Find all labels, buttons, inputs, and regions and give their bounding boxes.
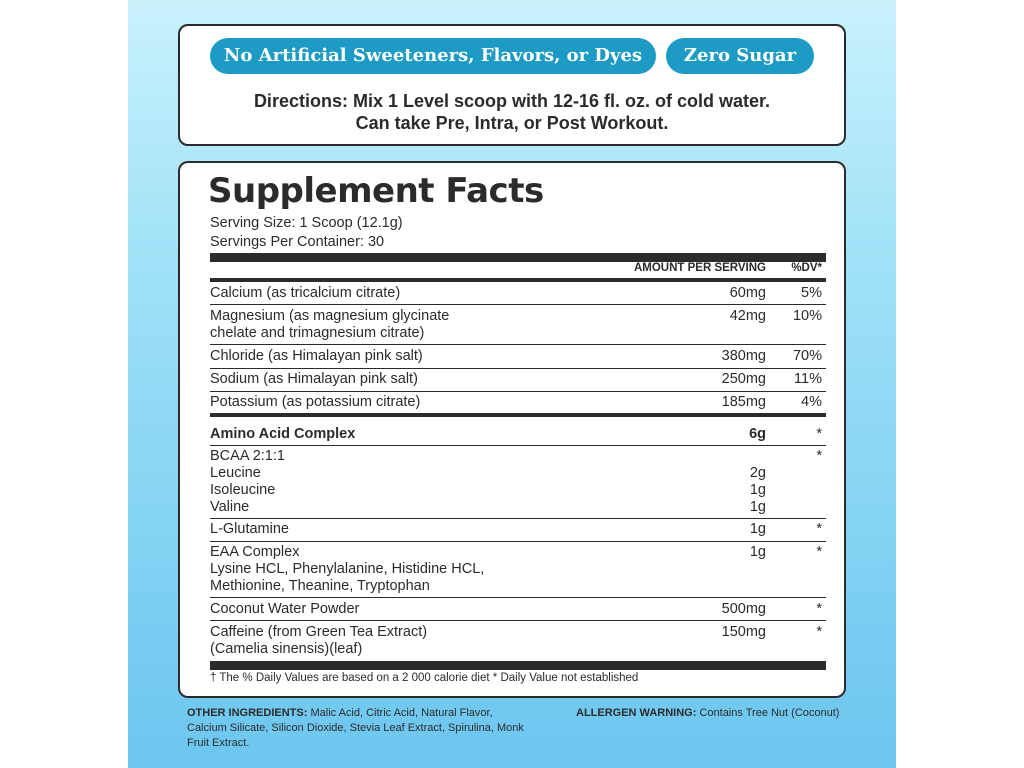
serving-size: Serving Size: 1 Scoop (12.1g) <box>210 215 403 231</box>
row-amino-acid-name: Amino Acid Complex <box>210 426 356 442</box>
row-bcaa-dv: * <box>816 448 822 464</box>
header-amount-per-serving: AMOUNT PER SERVING <box>633 262 766 274</box>
divider <box>210 445 826 446</box>
row-isoleucine-name: Isoleucine <box>210 482 276 498</box>
row-amino-acid-dv: * <box>816 426 822 442</box>
divider <box>210 344 826 345</box>
row-bcaa-name: BCAA 2:1:1 <box>210 448 285 464</box>
directions-text <box>180 90 844 134</box>
divider <box>210 620 826 621</box>
row-calcium-dv: 5% <box>801 285 822 301</box>
row-isoleucine-amount: 1g <box>749 482 766 498</box>
divider-thick <box>210 253 826 262</box>
daily-value-footnote: † The % Daily Values are based on a 2 000 calorie diet * Daily Value not established <box>210 672 639 684</box>
row-sodium-name: Sodium (as Himalayan pink salt) <box>210 371 418 387</box>
row-valine-amount: 1g <box>749 499 766 515</box>
row-caffeine-name: Caffeine (from Green Tea Extract) <box>210 624 428 640</box>
row-eaa-amount: 1g <box>749 544 766 560</box>
directions-card <box>178 24 846 146</box>
divider-medium <box>210 413 826 417</box>
row-magnesium-name-line2: chelate and trimagnesium citrate) <box>210 325 425 341</box>
row-eaa-name: EAA Complex <box>210 544 300 560</box>
row-l-glutamine-amount: 1g <box>749 521 766 537</box>
row-eaa-dv: * <box>816 544 822 560</box>
row-chloride-name: Chloride (as Himalayan pink salt) <box>210 348 423 364</box>
divider-thick <box>210 661 826 670</box>
divider <box>210 278 826 282</box>
row-chloride-amount: 380mg <box>721 348 766 364</box>
row-sodium-dv: 11% <box>794 371 822 387</box>
row-amino-acid-amount: 6g <box>749 426 766 442</box>
servings-per-container: Servings Per Container: 30 <box>210 234 385 250</box>
row-calcium-name: Calcium (as tricalcium citrate) <box>210 285 401 301</box>
row-l-glutamine-dv: * <box>816 521 822 537</box>
row-coconut-water-dv: * <box>816 601 822 617</box>
zero-sugar-badge: Zero Sugar <box>666 38 814 74</box>
no-artificial-badge: No Artificial Sweeteners, Flavors, or Dyes <box>210 38 656 74</box>
row-chloride-dv: 70% <box>792 348 822 364</box>
divider <box>210 541 826 542</box>
allergen-warning-label: ALLERGEN WARNING: <box>576 707 697 719</box>
row-potassium-dv: 4% <box>801 394 822 410</box>
row-magnesium-name: Magnesium (as magnesium glycinate <box>210 308 450 324</box>
row-coconut-water-amount: 500mg <box>721 601 766 617</box>
row-eaa-detail-line1: Lysine HCL, Phenylalanine, Histidine HCL, <box>210 561 485 577</box>
divider <box>210 304 826 305</box>
row-valine-name: Valine <box>210 499 250 515</box>
row-l-glutamine-name: L-Glutamine <box>210 521 289 537</box>
row-caffeine-amount: 150mg <box>721 624 766 640</box>
divider <box>210 368 826 369</box>
other-ingredients-text: Malic Acid, Citric Acid, Natural Flavor, Calcium Silicate, Silicon Dioxide, Stevia Leaf Extract, Spirulina, Monk Fruit Extract. <box>187 707 524 749</box>
row-potassium-amount: 185mg <box>721 394 766 410</box>
row-potassium-name: Potassium (as potassium citrate) <box>210 394 421 410</box>
other-ingredients <box>187 706 527 751</box>
divider <box>210 597 826 598</box>
row-calcium-amount: 60mg <box>729 285 766 301</box>
divider <box>210 391 826 392</box>
header-daily-value: %DV* <box>791 262 822 274</box>
allergen-warning-text: Contains Tree Nut (Coconut) <box>699 707 840 719</box>
directions-line-2: Can take Pre, Intra, or Post Workout. <box>355 113 669 133</box>
facts-title: Supplement Facts <box>208 171 544 211</box>
row-caffeine-dv: * <box>816 624 822 640</box>
row-magnesium-dv: 10% <box>792 308 822 324</box>
directions-line-1: Directions: Mix 1 Level scoop with 12-16 fl. oz. of cold water. <box>253 91 771 111</box>
row-sodium-amount: 250mg <box>721 371 766 387</box>
row-eaa-detail-line2: Methionine, Theanine, Tryptophan <box>210 578 430 594</box>
other-ingredients-label: OTHER INGREDIENTS: <box>187 707 308 719</box>
label-panel <box>128 0 896 768</box>
row-leucine-name: Leucine <box>210 465 261 481</box>
divider <box>210 518 826 519</box>
allergen-warning <box>576 706 839 721</box>
row-caffeine-detail: (Camelia sinensis)(leaf) <box>210 641 363 657</box>
supplement-facts-card <box>178 161 846 698</box>
row-coconut-water-name: Coconut Water Powder <box>210 601 360 617</box>
row-magnesium-amount: 42mg <box>729 308 766 324</box>
row-leucine-amount: 2g <box>749 465 766 481</box>
